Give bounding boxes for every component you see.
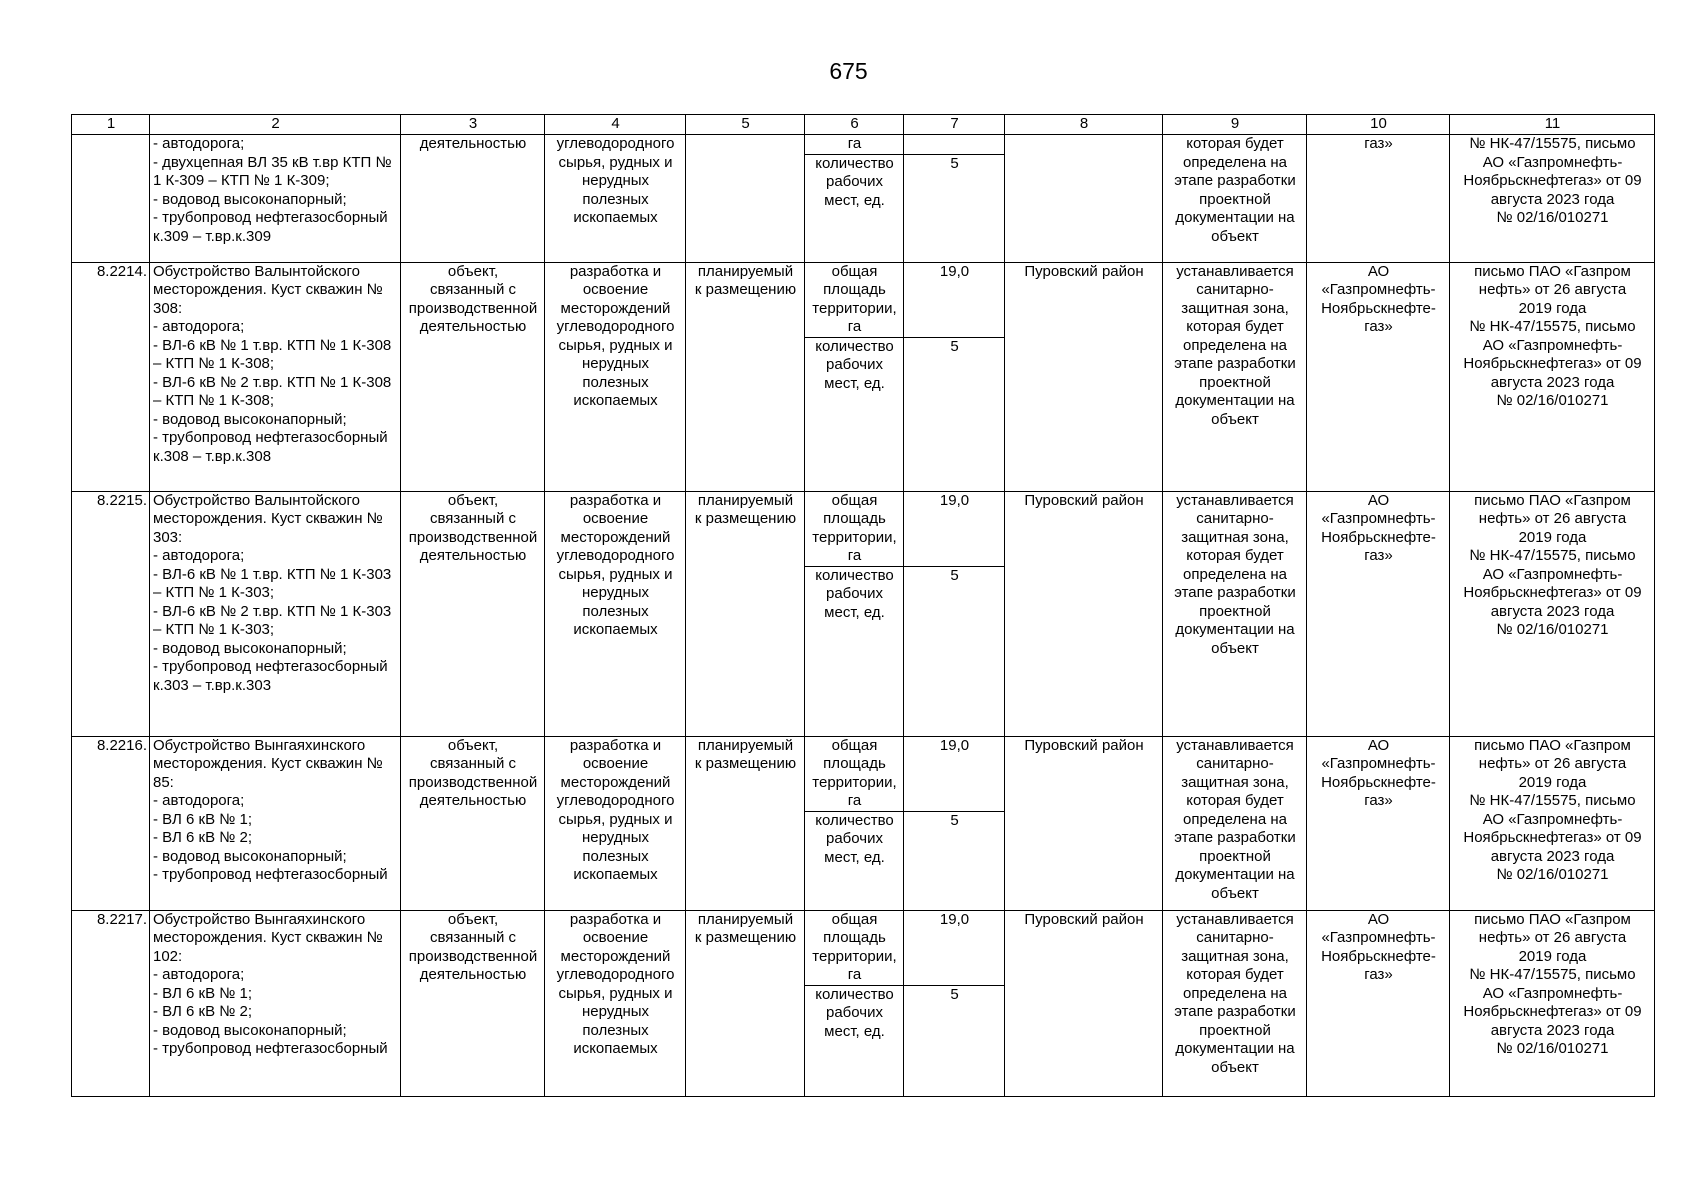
register-table bbox=[71, 114, 1655, 1097]
workplaces-value: 5 bbox=[904, 985, 1005, 1096]
area-value: 19,0 bbox=[904, 262, 1005, 337]
area-label: га bbox=[805, 135, 904, 155]
column-number: 5 bbox=[686, 115, 805, 135]
workplaces-label: количество рабочих мест, ед. bbox=[805, 566, 904, 736]
object-status: планируемый к размещению bbox=[686, 736, 805, 910]
workplaces-label: количество рабочих мест, ед. bbox=[805, 811, 904, 910]
legal-basis: № НК-47/15575, письмо АО «Газпромнефть- Ноябрьскнефтегаз» от 09 августа 2023 года № 02/16/010271 bbox=[1450, 135, 1655, 263]
object-name: Обустройство Вынгаяхинского месторождения. Куст скважин № 102: - автодорога; - ВЛ 6 кВ № 1; - ВЛ 6 кВ № 2; - водовод высоконапорный; - трубопровод нефтегазосборный bbox=[150, 910, 401, 1096]
area-label: общая площадь территории, га bbox=[805, 262, 904, 337]
object-name: Обустройство Валынтойского месторождения. Куст скважин № 303: - автодорога; - ВЛ-6 кВ № 1 т.вр. КТП № 1 К-303 – КТП № 1 К-303; - ВЛ-6 кВ № 2 т.вр. КТП № 1 К-303 – КТП № 1 К-303; - водовод высоконапорный; - трубопровод нефтегазосборный к.303 – т.вр.к.303 bbox=[150, 491, 401, 736]
area-value bbox=[904, 135, 1005, 155]
object-purpose: объект, связанный с производственной деятельностью bbox=[401, 262, 545, 491]
object-status bbox=[686, 135, 805, 263]
column-number: 7 bbox=[904, 115, 1005, 135]
object-name: - автодорога; - двухцепная ВЛ 35 кВ т.вр КТП № 1 К-309 – КТП № 1 К-309; - водовод высоконапорный; - трубопровод нефтегазосборный к.309 – т.вр.к.309 bbox=[150, 135, 401, 263]
column-number: 10 bbox=[1307, 115, 1450, 135]
protection-zone: устанавливается санитарно- защитная зона, которая будет определена на этапе разработки проектной документации на объект bbox=[1163, 262, 1307, 491]
table-row bbox=[72, 262, 1655, 337]
column-number: 9 bbox=[1163, 115, 1307, 135]
row-number: 8.2215. bbox=[72, 491, 150, 736]
column-number: 11 bbox=[1450, 115, 1655, 135]
workplaces-value: 5 bbox=[904, 337, 1005, 491]
activity-type: углеводородного сырья, рудных и нерудных полезных ископаемых bbox=[545, 135, 686, 263]
workplaces-value: 5 bbox=[904, 566, 1005, 736]
protection-zone: которая будет определена на этапе разработки проектной документации на объект bbox=[1163, 135, 1307, 263]
column-number: 4 bbox=[545, 115, 686, 135]
object-purpose: объект, связанный с производственной деятельностью bbox=[401, 910, 545, 1096]
row-number: 8.2216. bbox=[72, 736, 150, 910]
activity-type: разработка и освоение месторождений углеводородного сырья, рудных и нерудных полезных ископаемых bbox=[545, 910, 686, 1096]
object-purpose: объект, связанный с производственной деятельностью bbox=[401, 736, 545, 910]
area-label: общая площадь территории, га bbox=[805, 491, 904, 566]
column-number: 1 bbox=[72, 115, 150, 135]
object-status: планируемый к размещению bbox=[686, 910, 805, 1096]
row-number bbox=[72, 135, 150, 263]
workplaces-label: количество рабочих мест, ед. bbox=[805, 154, 904, 262]
owner: газ» bbox=[1307, 135, 1450, 263]
area-label: общая площадь территории, га bbox=[805, 910, 904, 985]
activity-type: разработка и освоение месторождений углеводородного сырья, рудных и нерудных полезных ископаемых bbox=[545, 736, 686, 910]
protection-zone: устанавливается санитарно- защитная зона, которая будет определена на этапе разработки проектной документации на объект bbox=[1163, 736, 1307, 910]
location bbox=[1005, 135, 1163, 263]
location: Пуровский район bbox=[1005, 736, 1163, 910]
workplaces-value: 5 bbox=[904, 811, 1005, 910]
protection-zone: устанавливается санитарно- защитная зона, которая будет определена на этапе разработки проектной документации на объект bbox=[1163, 910, 1307, 1096]
object-purpose: деятельностью bbox=[401, 135, 545, 263]
protection-zone: устанавливается санитарно- защитная зона, которая будет определена на этапе разработки проектной документации на объект bbox=[1163, 491, 1307, 736]
legal-basis: письмо ПАО «Газпром нефть» от 26 августа 2019 года № НК-47/15575, письмо АО «Газпромнефть- Ноябрьскнефтегаз» от 09 августа 2023 года № 02/16/010271 bbox=[1450, 262, 1655, 491]
object-purpose: объект, связанный с производственной деятельностью bbox=[401, 491, 545, 736]
activity-type: разработка и освоение месторождений углеводородного сырья, рудных и нерудных полезных ископаемых bbox=[545, 262, 686, 491]
owner: АО «Газпромнефть- Ноябрьскнефте- газ» bbox=[1307, 262, 1450, 491]
continuation-row bbox=[72, 135, 1655, 155]
workplaces-label: количество рабочих мест, ед. bbox=[805, 337, 904, 491]
owner: АО «Газпромнефть- Ноябрьскнефте- газ» bbox=[1307, 491, 1450, 736]
area-value: 19,0 bbox=[904, 910, 1005, 985]
workplaces-label: количество рабочих мест, ед. bbox=[805, 985, 904, 1096]
column-number-header bbox=[72, 115, 1655, 135]
owner: АО «Газпромнефть- Ноябрьскнефте- газ» bbox=[1307, 736, 1450, 910]
page-number: 675 bbox=[829, 58, 868, 84]
area-label: общая площадь территории, га bbox=[805, 736, 904, 811]
object-name: Обустройство Вынгаяхинского месторождения. Куст скважин № 85: - автодорога; - ВЛ 6 кВ № 1; - ВЛ 6 кВ № 2; - водовод высоконапорный; - трубопровод нефтегазосборный bbox=[150, 736, 401, 910]
table-row bbox=[72, 491, 1655, 566]
column-number: 8 bbox=[1005, 115, 1163, 135]
area-value: 19,0 bbox=[904, 491, 1005, 566]
workplaces-value: 5 bbox=[904, 154, 1005, 262]
object-status: планируемый к размещению bbox=[686, 491, 805, 736]
legal-basis: письмо ПАО «Газпром нефть» от 26 августа 2019 года № НК-47/15575, письмо АО «Газпромнефть- Ноябрьскнефтегаз» от 09 августа 2023 года № 02/16/010271 bbox=[1450, 736, 1655, 910]
column-number: 2 bbox=[150, 115, 401, 135]
location: Пуровский район bbox=[1005, 262, 1163, 491]
table-row bbox=[72, 736, 1655, 811]
legal-basis: письмо ПАО «Газпром нефть» от 26 августа 2019 года № НК-47/15575, письмо АО «Газпромнефть- Ноябрьскнефтегаз» от 09 августа 2023 года № 02/16/010271 bbox=[1450, 491, 1655, 736]
owner: АО «Газпромнефть- Ноябрьскнефте- газ» bbox=[1307, 910, 1450, 1096]
table-row bbox=[72, 910, 1655, 985]
row-number: 8.2214. bbox=[72, 262, 150, 491]
column-number: 3 bbox=[401, 115, 545, 135]
location: Пуровский район bbox=[1005, 910, 1163, 1096]
activity-type: разработка и освоение месторождений углеводородного сырья, рудных и нерудных полезных ископаемых bbox=[545, 491, 686, 736]
area-value: 19,0 bbox=[904, 736, 1005, 811]
object-status: планируемый к размещению bbox=[686, 262, 805, 491]
column-number: 6 bbox=[805, 115, 904, 135]
legal-basis: письмо ПАО «Газпром нефть» от 26 августа 2019 года № НК-47/15575, письмо АО «Газпромнефть- Ноябрьскнефтегаз» от 09 августа 2023 года № 02/16/010271 bbox=[1450, 910, 1655, 1096]
object-name: Обустройство Валынтойского месторождения. Куст скважин № 308: - автодорога; - ВЛ-6 кВ № 1 т.вр. КТП № 1 К-308 – КТП № 1 К-308; - ВЛ-6 кВ № 2 т.вр. КТП № 1 К-308 – КТП № 1 К-308; - водовод высоконапорный; - трубопровод нефтегазосборный к.308 – т.вр.к.308 bbox=[150, 262, 401, 491]
row-number: 8.2217. bbox=[72, 910, 150, 1096]
location: Пуровский район bbox=[1005, 491, 1163, 736]
